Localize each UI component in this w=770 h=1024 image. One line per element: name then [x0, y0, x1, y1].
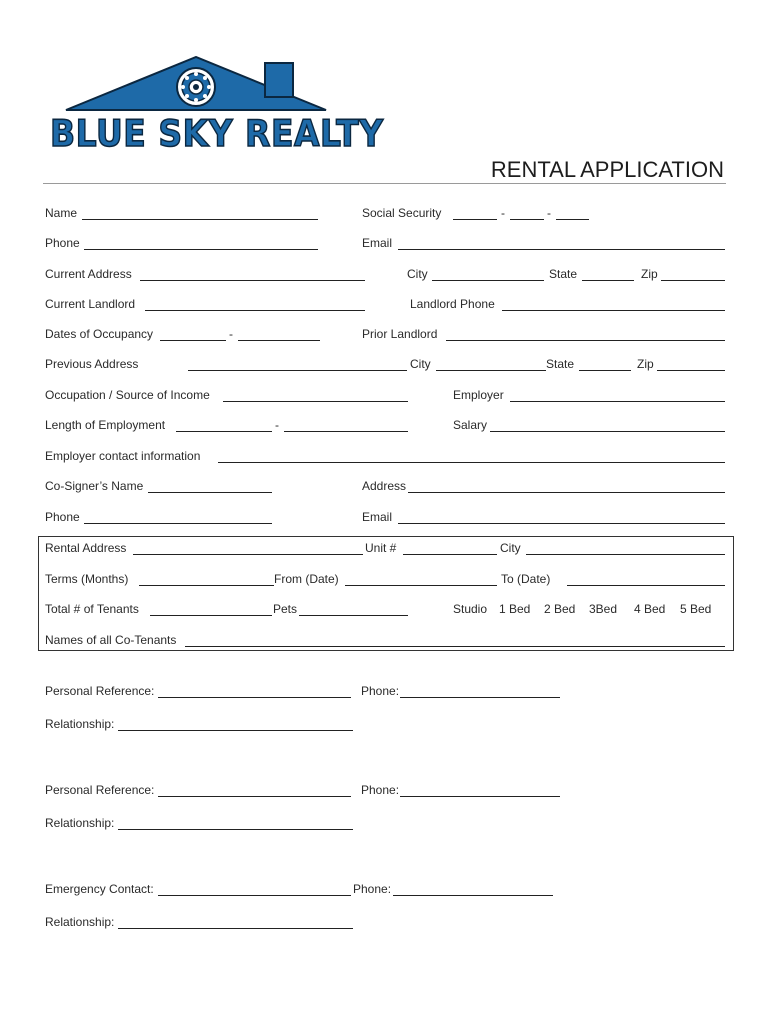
- current-address-label: Current Address: [45, 267, 132, 281]
- ssn-field-2[interactable]: [510, 219, 544, 220]
- relationship-label: Relationship:: [45, 915, 115, 929]
- zip-label: Zip: [641, 267, 658, 281]
- emergency-contact-field[interactable]: [158, 895, 351, 896]
- unit-field[interactable]: [403, 554, 497, 555]
- relationship-label: Relationship:: [45, 816, 115, 830]
- previous-state-field[interactable]: [579, 370, 631, 371]
- title-divider: [43, 183, 726, 184]
- pets-field[interactable]: [299, 615, 408, 616]
- email-field[interactable]: [398, 249, 725, 250]
- employment-from-field[interactable]: [176, 431, 272, 432]
- unit-type-option[interactable]: 5 Bed: [680, 602, 712, 616]
- phone-label: Phone: [45, 236, 80, 250]
- occupation-label: Occupation / Source of Income: [45, 388, 210, 402]
- zip-field[interactable]: [661, 280, 725, 281]
- employer-contact-label: Employer contact information: [45, 449, 201, 463]
- ssn-field-1[interactable]: [453, 219, 497, 220]
- current-landlord-label: Current Landlord: [45, 297, 136, 311]
- rental-address-field[interactable]: [133, 554, 363, 555]
- phone-field[interactable]: [84, 249, 318, 250]
- salary-label: Salary: [453, 418, 488, 432]
- page-title: RENTAL APPLICATION: [490, 157, 724, 182]
- city-field[interactable]: [432, 280, 544, 281]
- cosigner-name-field[interactable]: [148, 492, 272, 493]
- email-label: Email: [362, 236, 393, 250]
- dash-separator: -: [275, 418, 279, 432]
- co-tenants-label: Names of all Co-Tenants: [45, 633, 177, 647]
- emergency-contact-label: Emergency Contact:: [45, 882, 154, 896]
- previous-zip-field[interactable]: [657, 370, 725, 371]
- from-date-field[interactable]: [345, 585, 497, 586]
- name-field[interactable]: [82, 219, 318, 220]
- name-label: Name: [45, 206, 78, 220]
- rental-city-label: City: [500, 541, 521, 555]
- to-date-field[interactable]: [567, 585, 725, 586]
- occupancy-from-field[interactable]: [160, 340, 226, 341]
- state-label: State: [549, 267, 578, 281]
- ssn-separator: -: [547, 206, 551, 220]
- emergency-relationship-field[interactable]: [118, 928, 353, 929]
- cosigner-address-label: Address: [362, 479, 407, 493]
- rental-address-label: Rental Address: [45, 541, 127, 555]
- terms-field[interactable]: [139, 585, 274, 586]
- personal-reference-1-field[interactable]: [158, 697, 351, 698]
- house-chimney: [265, 63, 293, 97]
- previous-city-field[interactable]: [436, 370, 546, 371]
- co-tenants-field[interactable]: [185, 646, 725, 647]
- reference-phone-label: Phone:: [361, 783, 400, 797]
- unit-type-option[interactable]: 2 Bed: [544, 602, 576, 616]
- cosigner-email-field[interactable]: [398, 523, 725, 524]
- salary-field[interactable]: [490, 431, 725, 432]
- ssn-field-3[interactable]: [556, 219, 589, 220]
- employment-to-field[interactable]: [284, 431, 408, 432]
- length-employment-label: Length of Employment: [45, 418, 166, 432]
- total-tenants-label: Total # of Tenants: [45, 602, 139, 616]
- landlord-phone-label: Landlord Phone: [410, 297, 495, 311]
- cosigner-address-field[interactable]: [408, 492, 725, 493]
- to-date-label: To (Date): [501, 572, 551, 586]
- cosigner-name-label: Co-Signer’s Name: [45, 479, 144, 493]
- pets-label: Pets: [273, 602, 298, 616]
- from-date-label: From (Date): [274, 572, 339, 586]
- prior-landlord-field[interactable]: [446, 340, 725, 341]
- dash-separator: -: [229, 327, 233, 341]
- previous-address-field[interactable]: [188, 370, 407, 371]
- relationship-label: Relationship:: [45, 717, 115, 731]
- compass-emblem-icon: [177, 68, 215, 106]
- relationship-1-field[interactable]: [118, 730, 353, 731]
- unit-label: Unit #: [365, 541, 397, 555]
- rental-city-field[interactable]: [526, 554, 725, 555]
- unit-type-option[interactable]: Studio: [453, 602, 488, 616]
- reference-phone-label: Phone:: [361, 684, 400, 698]
- landlord-phone-field[interactable]: [502, 310, 725, 311]
- ssn-label: Social Security: [362, 206, 442, 220]
- terms-label: Terms (Months): [45, 572, 129, 586]
- emergency-phone-field[interactable]: [393, 895, 553, 896]
- dates-occupancy-label: Dates of Occupancy: [45, 327, 154, 341]
- total-tenants-field[interactable]: [150, 615, 272, 616]
- unit-type-option[interactable]: 1 Bed: [499, 602, 531, 616]
- reference-1-phone-field[interactable]: [400, 697, 560, 698]
- employer-label: Employer: [453, 388, 504, 402]
- city-label: City: [410, 357, 431, 371]
- cosigner-phone-label: Phone: [45, 510, 80, 524]
- relationship-2-field[interactable]: [118, 829, 353, 830]
- employer-contact-field[interactable]: [218, 462, 725, 463]
- personal-reference-2-field[interactable]: [158, 796, 351, 797]
- state-field[interactable]: [582, 280, 634, 281]
- occupation-field[interactable]: [223, 401, 408, 402]
- current-address-field[interactable]: [140, 280, 365, 281]
- emergency-phone-label: Phone:: [353, 882, 392, 896]
- unit-type-option[interactable]: 3Bed: [589, 602, 618, 616]
- current-landlord-field[interactable]: [145, 310, 365, 311]
- zip-label: Zip: [637, 357, 654, 371]
- employer-field[interactable]: [510, 401, 725, 402]
- company-name: BLUE SKY REALTY: [50, 112, 384, 155]
- cosigner-email-label: Email: [362, 510, 393, 524]
- occupancy-to-field[interactable]: [238, 340, 320, 341]
- state-label: State: [546, 357, 575, 371]
- personal-reference-label: Personal Reference:: [45, 684, 155, 698]
- previous-address-label: Previous Address: [45, 357, 139, 371]
- city-label: City: [407, 267, 428, 281]
- prior-landlord-label: Prior Landlord: [362, 327, 438, 341]
- cosigner-phone-field[interactable]: [84, 523, 272, 524]
- reference-2-phone-field[interactable]: [400, 796, 560, 797]
- ssn-separator: -: [501, 206, 505, 220]
- unit-type-option[interactable]: 4 Bed: [634, 602, 666, 616]
- personal-reference-label: Personal Reference:: [45, 783, 155, 797]
